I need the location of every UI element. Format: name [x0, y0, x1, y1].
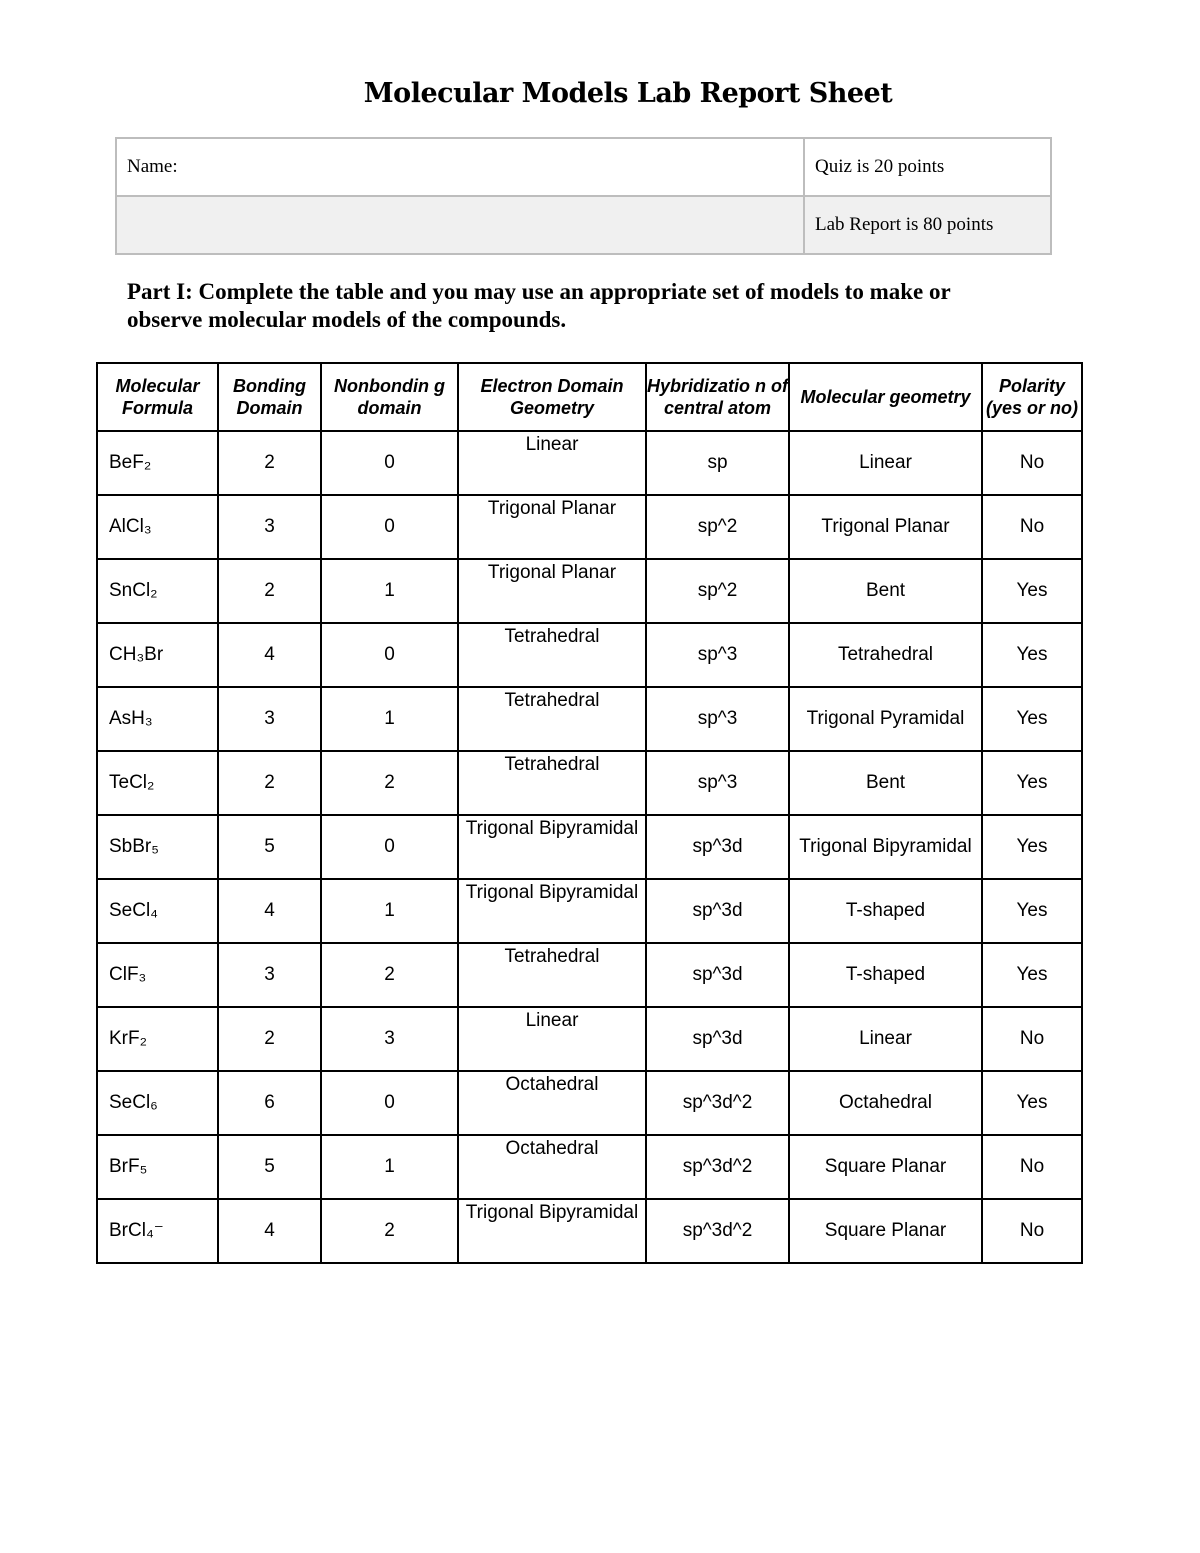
cell-molecular-geometry: Linear	[789, 431, 982, 495]
quiz-points: Quiz is 20 points	[804, 138, 1051, 196]
cell-formula: CH₃Br	[97, 623, 218, 687]
cell-electron-domain-geometry: Trigonal Planar	[458, 559, 646, 623]
cell-bonding-domain: 3	[218, 495, 321, 559]
cell-formula: ClF₃	[97, 943, 218, 1007]
cell-formula: BrCl₄⁻	[97, 1199, 218, 1263]
info-table	[115, 137, 1052, 255]
cell-hybridization: sp	[646, 431, 789, 495]
cell-nonbonding-domain: 0	[321, 1071, 458, 1135]
cell-bonding-domain: 2	[218, 431, 321, 495]
cell-molecular-geometry: Octahedral	[789, 1071, 982, 1135]
cell-polarity: Yes	[982, 687, 1082, 751]
cell-electron-domain-geometry: Trigonal Bipyramidal	[458, 1199, 646, 1263]
header-molecular-formula: Molecular Formula	[97, 363, 218, 431]
cell-polarity: No	[982, 1199, 1082, 1263]
cell-hybridization: sp^2	[646, 495, 789, 559]
cell-formula: SeCl₄	[97, 879, 218, 943]
cell-hybridization: sp^2	[646, 559, 789, 623]
empty-cell	[116, 196, 804, 254]
table-row	[97, 879, 1082, 943]
cell-bonding-domain: 2	[218, 1007, 321, 1071]
header-nonbonding-domain: Nonbondin g domain	[321, 363, 458, 431]
table-row	[97, 1007, 1082, 1071]
cell-polarity: No	[982, 431, 1082, 495]
table-row	[97, 1135, 1082, 1199]
cell-bonding-domain: 4	[218, 879, 321, 943]
cell-molecular-geometry: Square Planar	[789, 1135, 982, 1199]
cell-nonbonding-domain: 0	[321, 431, 458, 495]
cell-polarity: Yes	[982, 751, 1082, 815]
cell-hybridization: sp^3	[646, 623, 789, 687]
cell-electron-domain-geometry: Linear	[458, 1007, 646, 1071]
table-row	[97, 687, 1082, 751]
part-label: Part I:	[127, 279, 193, 304]
cell-molecular-geometry: T-shaped	[789, 879, 982, 943]
cell-electron-domain-geometry: Trigonal Planar	[458, 495, 646, 559]
cell-nonbonding-domain: 2	[321, 751, 458, 815]
header-molecular-geometry: Molecular geometry	[789, 363, 982, 431]
cell-polarity: Yes	[982, 1071, 1082, 1135]
cell-hybridization: sp^3d	[646, 815, 789, 879]
cell-bonding-domain: 2	[218, 751, 321, 815]
cell-polarity: No	[982, 495, 1082, 559]
header-hybridization: Hybridizatio n of central atom	[646, 363, 789, 431]
cell-bonding-domain: 6	[218, 1071, 321, 1135]
cell-formula: TeCl₂	[97, 751, 218, 815]
cell-molecular-geometry: Trigonal Pyramidal	[789, 687, 982, 751]
cell-bonding-domain: 5	[218, 815, 321, 879]
cell-molecular-geometry: Square Planar	[789, 1199, 982, 1263]
table-row	[97, 1199, 1082, 1263]
cell-polarity: Yes	[982, 559, 1082, 623]
table-row	[97, 623, 1082, 687]
cell-nonbonding-domain: 0	[321, 623, 458, 687]
cell-electron-domain-geometry: Tetrahedral	[458, 623, 646, 687]
cell-nonbonding-domain: 2	[321, 943, 458, 1007]
cell-electron-domain-geometry: Octahedral	[458, 1071, 646, 1135]
cell-formula: BrF₅	[97, 1135, 218, 1199]
cell-hybridization: sp^3	[646, 687, 789, 751]
cell-hybridization: sp^3d^2	[646, 1071, 789, 1135]
cell-formula: KrF₂	[97, 1007, 218, 1071]
cell-electron-domain-geometry: Tetrahedral	[458, 751, 646, 815]
cell-nonbonding-domain: 1	[321, 559, 458, 623]
cell-nonbonding-domain: 0	[321, 495, 458, 559]
cell-formula: SbBr₅	[97, 815, 218, 879]
cell-bonding-domain: 4	[218, 1199, 321, 1263]
table-row	[97, 431, 1082, 495]
info-row	[116, 196, 1051, 254]
cell-formula: AsH₃	[97, 687, 218, 751]
cell-formula: AlCl₃	[97, 495, 218, 559]
cell-polarity: Yes	[982, 879, 1082, 943]
cell-formula: SeCl₆	[97, 1071, 218, 1135]
cell-nonbonding-domain: 2	[321, 1199, 458, 1263]
info-row	[116, 138, 1051, 196]
cell-electron-domain-geometry: Tetrahedral	[458, 687, 646, 751]
table-row	[97, 815, 1082, 879]
cell-formula: BeF₂	[97, 431, 218, 495]
header-polarity: Polarity (yes or no)	[982, 363, 1082, 431]
molecular-table	[96, 362, 1083, 1264]
cell-molecular-geometry: Bent	[789, 559, 982, 623]
cell-bonding-domain: 4	[218, 623, 321, 687]
cell-nonbonding-domain: 1	[321, 1135, 458, 1199]
cell-molecular-geometry: Trigonal Planar	[789, 495, 982, 559]
table-row	[97, 943, 1082, 1007]
cell-molecular-geometry: Linear	[789, 1007, 982, 1071]
cell-electron-domain-geometry: Tetrahedral	[458, 943, 646, 1007]
cell-hybridization: sp^3d	[646, 879, 789, 943]
cell-hybridization: sp^3	[646, 751, 789, 815]
header-bonding-domain: Bonding Domain	[218, 363, 321, 431]
page-title: Molecular Models Lab Report Sheet	[363, 78, 893, 109]
cell-hybridization: sp^3d^2	[646, 1199, 789, 1263]
cell-polarity: Yes	[982, 623, 1082, 687]
cell-polarity: Yes	[982, 815, 1082, 879]
cell-bonding-domain: 5	[218, 1135, 321, 1199]
cell-hybridization: sp^3d	[646, 1007, 789, 1071]
cell-nonbonding-domain: 3	[321, 1007, 458, 1071]
cell-hybridization: sp^3d^2	[646, 1135, 789, 1199]
cell-polarity: No	[982, 1135, 1082, 1199]
part-one-instructions	[127, 278, 1027, 334]
cell-bonding-domain: 3	[218, 943, 321, 1007]
cell-nonbonding-domain: 1	[321, 879, 458, 943]
header-row	[97, 363, 1082, 431]
table-row	[97, 559, 1082, 623]
cell-bonding-domain: 3	[218, 687, 321, 751]
table-row	[97, 495, 1082, 559]
table-row	[97, 1071, 1082, 1135]
cell-molecular-geometry: Tetrahedral	[789, 623, 982, 687]
cell-electron-domain-geometry: Octahedral	[458, 1135, 646, 1199]
table-row	[97, 751, 1082, 815]
cell-nonbonding-domain: 0	[321, 815, 458, 879]
cell-bonding-domain: 2	[218, 559, 321, 623]
cell-electron-domain-geometry: Linear	[458, 431, 646, 495]
lab-points: Lab Report is 80 points	[804, 196, 1051, 254]
cell-formula: SnCl₂	[97, 559, 218, 623]
cell-molecular-geometry: Trigonal Bipyramidal	[789, 815, 982, 879]
name-field[interactable]: Name:	[116, 138, 804, 196]
cell-nonbonding-domain: 1	[321, 687, 458, 751]
header-electron-domain-geometry: Electron Domain Geometry	[458, 363, 646, 431]
cell-hybridization: sp^3d	[646, 943, 789, 1007]
cell-electron-domain-geometry: Trigonal Bipyramidal	[458, 815, 646, 879]
cell-polarity: No	[982, 1007, 1082, 1071]
cell-molecular-geometry: Bent	[789, 751, 982, 815]
cell-polarity: Yes	[982, 943, 1082, 1007]
instructions-text: Complete the table and you may use an appropriate set of models to make or observe molecular models of the compounds.	[127, 279, 951, 332]
cell-molecular-geometry: T-shaped	[789, 943, 982, 1007]
cell-electron-domain-geometry: Trigonal Bipyramidal	[458, 879, 646, 943]
